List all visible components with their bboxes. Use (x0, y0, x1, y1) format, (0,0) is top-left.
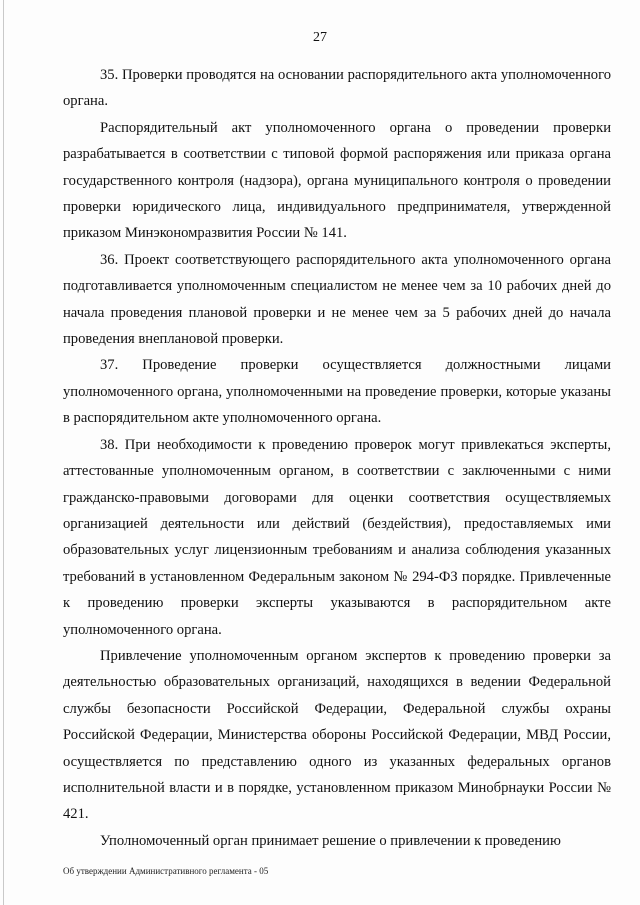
page-edge-line (3, 0, 4, 905)
paragraph-35-act: Распорядительный акт уполномоченного органа о проведении проверки разрабатывается в соответствии с типовой формой распоряжения или приказа органа государственного контроля (надзора), органа муниципального контроля о проведении проверки юридического лица, индивидуального предпринимателя, утвержденной приказом Минэкономразвития России № 141. (63, 119, 611, 242)
paragraph-38-experts: Привлечение уполномоченным органом экспертов к проведению проверки за деятельностью образовательных организаций, находящихся в ведении Федеральной службы безопасности Российской Федерации, Федеральной службы охраны Российской Федерации, Министерства обороны Российской Федерации, МВД России, осуществляется по представлению одного из указанных федеральных органов исполнительной власти и в порядке, установленном приказом Минобрнауки России № 421. (63, 647, 611, 823)
paragraph-38: 38. При необходимости к проведению проверок могут привлекаться эксперты, аттестованные уполномоченным органом, в соответствии с заключенными с ними гражданско-правовыми договорами для оценки соответствия осуществляемых организацией деятельности или действий (бездействия), предоставляемых ими образовательных услуг лицензионным требованиям и анализа соблюдения указанных требований в установленном Федеральным законом № 294-ФЗ порядке. Привлеченные к проведению проверки эксперты указываются в распорядительном акте уполномоченного органа. (63, 436, 611, 638)
paragraph-36: 36. Проект соответствующего распорядительного акта уполномоченного органа подготавливается уполномоченным специалистом не менее чем за 10 рабочих дней до начала проведения плановой проверки и не менее чем за 5 рабочих дней до начала проведения внеплановой проверки. (63, 251, 611, 348)
paragraph-35: 35. Проверки проводятся на основании распорядительного акта уполномоченного органа. (63, 67, 611, 110)
paragraph-37: 37. Проведение проверки осуществляется должностными лицами уполномоченного органа, уполномоченными на проведение проверки, которые указаны в распорядительном акте уполномоченного органа. (63, 357, 611, 427)
page-number: 27 (313, 30, 327, 45)
paragraph-38-decision: Уполномоченный орган принимает решение о привлечении к проведению (100, 832, 561, 849)
document-body (63, 62, 611, 854)
document-footer: Об утверждении Административного регламента - 05 (63, 866, 269, 876)
